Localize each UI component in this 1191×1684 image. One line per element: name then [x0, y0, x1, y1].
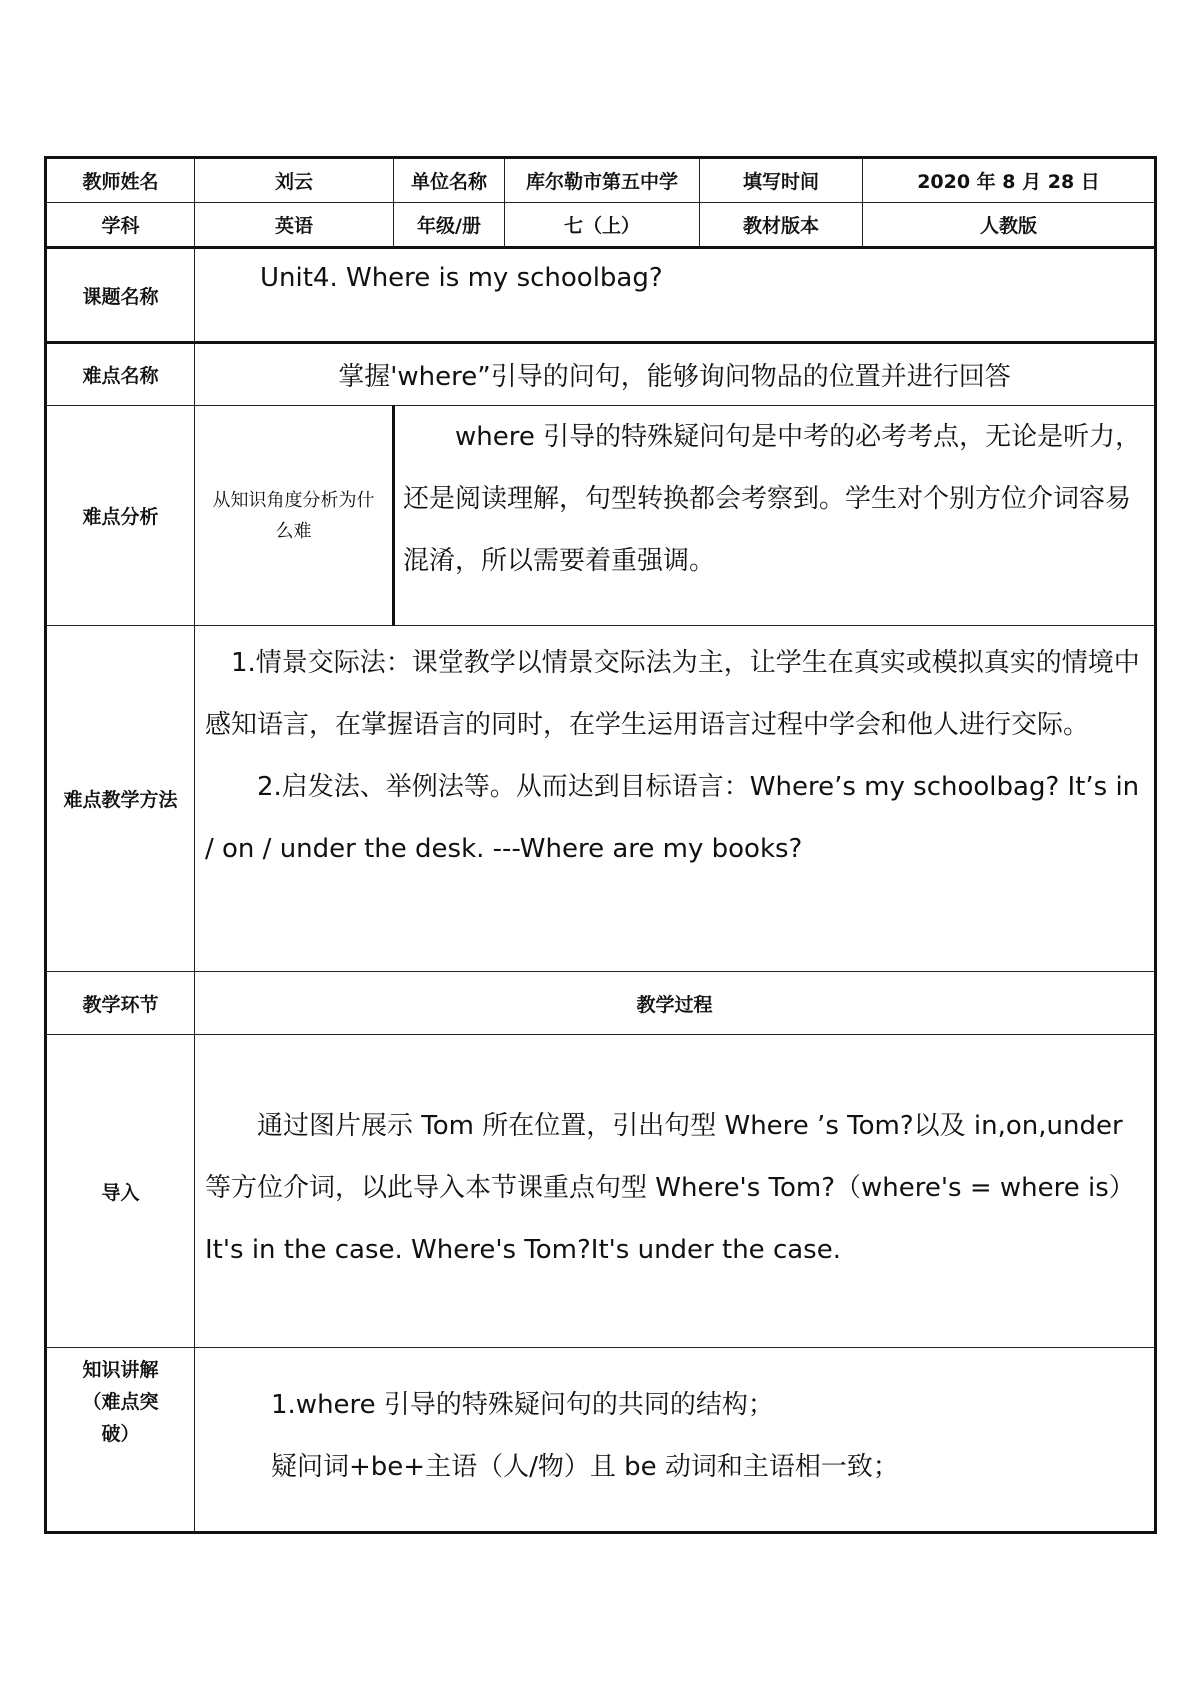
knowledge-p2: 疑问词+be+主语（人/物）且 be 动词和主语相一致； [271, 1452, 899, 1482]
knowledge-row [46, 1348, 1156, 1533]
analysis-sub-label-text: 从知识角度分析为什么难 [212, 489, 375, 542]
analysis-label: 难点分析 [46, 406, 195, 626]
subject-value: 英语 [195, 203, 394, 248]
fill-date-label: 填写时间 [700, 158, 863, 203]
intro-p2: It's in the case. Where's Tom?It's under the case. [205, 1235, 841, 1265]
intro-label: 导入 [46, 1035, 195, 1348]
method-label: 难点教学方法 [46, 626, 195, 972]
knowledge-text-cell [195, 1348, 1156, 1533]
textbook-label: 教材版本 [700, 203, 863, 248]
intro-row [46, 1035, 1156, 1348]
process-stage-label: 教学环节 [46, 972, 195, 1035]
teacher-name-value: 刘云 [195, 158, 394, 203]
header-row-2 [46, 203, 1156, 248]
method-text-cell [195, 626, 1156, 972]
textbook-value: 人教版 [863, 203, 1156, 248]
process-header-value: 教学过程 [195, 972, 1156, 1035]
process-header-row [46, 972, 1156, 1035]
topic-row [46, 248, 1156, 343]
intro-p1: 通过图片展示 Tom 所在位置，引出句型 Where ’s Tom?以及 in,on,under 等方位介词，以此导入本节课重点句型 Where's Tom?（where's = where is） [205, 1111, 1135, 1203]
unit-name-value: 库尔勒市第五中学 [505, 158, 700, 203]
topic-label: 课题名称 [46, 248, 195, 343]
knowledge-label: 知识讲解（难点突破） [82, 1359, 159, 1445]
topic-text: Unit4. Where is my schoolbag? [260, 263, 663, 293]
lesson-plan-table [44, 156, 1154, 1534]
method-p1: 1.情景交际法：课堂教学以情景交际法为主，让学生在真实或模拟真实的情境中感知语言，在掌握语言的同时，在学生运用语言过程中学会和他人进行交际。 [205, 648, 1140, 740]
grade-value: 七（上） [505, 203, 700, 248]
analysis-sub-label [195, 406, 394, 626]
analysis-text: where 引导的特殊疑问句是中考的必考考点，无论是听力，还是阅读理解，句型转换都会考察到。学生对个别方位介词容易混淆，所以需要着重强调。 [403, 422, 1142, 576]
unit-name-label: 单位名称 [394, 158, 505, 203]
difficulty-label: 难点名称 [46, 343, 195, 406]
subject-label: 学科 [46, 203, 195, 248]
difficulty-value: 掌握'where”引导的问句，能够询问物品的位置并进行回答 [195, 343, 1156, 406]
knowledge-p1: 1.where 引导的特殊疑问句的共同的结构； [271, 1390, 774, 1420]
fill-date-value: 2020 年 8 月 28 日 [863, 158, 1156, 203]
teacher-name-label: 教师姓名 [46, 158, 195, 203]
method-p2: 2.启发法、举例法等。从而达到目标语言：Where’s my schoolbag? It’s in / on / under the desk. ---Where are my books? [205, 772, 1140, 864]
method-row [46, 626, 1156, 972]
intro-text-cell [195, 1035, 1156, 1348]
header-row-1 [46, 158, 1156, 203]
grade-label: 年级/册 [394, 203, 505, 248]
topic-value [195, 248, 1156, 343]
knowledge-label-cell [46, 1348, 195, 1533]
difficulty-row [46, 343, 1156, 406]
analysis-text-cell [394, 406, 1156, 626]
analysis-row [46, 406, 1156, 626]
